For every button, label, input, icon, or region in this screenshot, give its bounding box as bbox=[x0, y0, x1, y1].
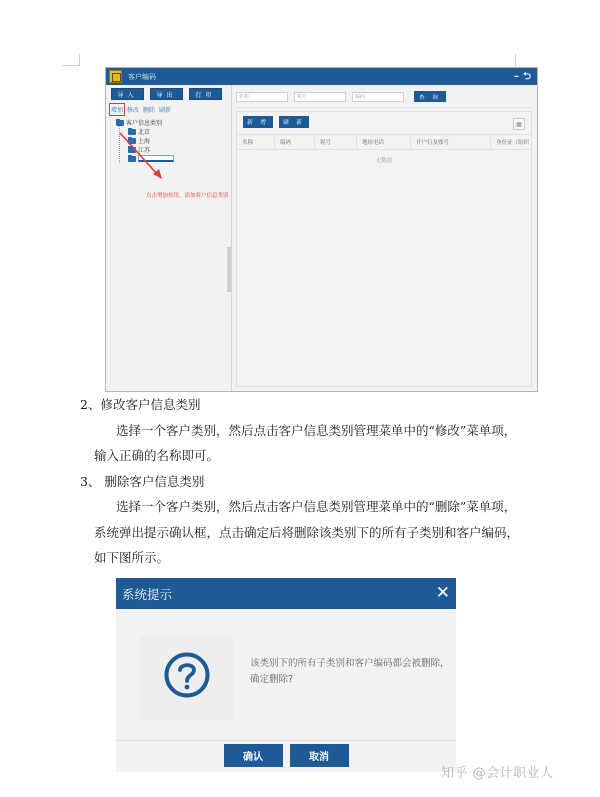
delete-category-link[interactable]: 删除 bbox=[143, 107, 156, 114]
tree-node-label: 北京 bbox=[138, 129, 151, 136]
tree-node-root[interactable] bbox=[116, 118, 231, 127]
refresh-category-link[interactable]: 刷新 bbox=[159, 107, 172, 114]
annotation-text: 点击增加按钮，添加客户信息类别 bbox=[146, 193, 229, 199]
panel-splitter[interactable] bbox=[227, 247, 231, 292]
search-bar bbox=[234, 85, 537, 102]
close-icon[interactable]: ✕ bbox=[435, 583, 450, 603]
column-header[interactable]: 身份证（组织 bbox=[496, 140, 530, 146]
column-header[interactable]: 地址电话 bbox=[357, 135, 411, 149]
column-settings-icon[interactable]: ▦ bbox=[513, 118, 525, 130]
tree-node-label: 上海 bbox=[138, 138, 151, 145]
column-header[interactable]: 名称 bbox=[237, 135, 275, 149]
window-titlebar bbox=[106, 68, 537, 85]
confirm-button[interactable]: 确认 bbox=[224, 744, 283, 767]
dialog-body bbox=[116, 609, 456, 741]
customer-code-window bbox=[105, 67, 538, 392]
export-button[interactable]: 导出 bbox=[150, 88, 183, 100]
section-2-body: 选择一个客户类别，然后点击客户信息类别管理菜单中的“修改”菜单项， bbox=[116, 423, 517, 438]
section-3-body: 系统弹出提示确认框，点击确定后将删除该类别下的所有子类别和客户编码， bbox=[94, 525, 520, 540]
tree-node-label: 江苏 bbox=[138, 147, 151, 154]
system-prompt-dialog bbox=[116, 578, 456, 772]
question-icon bbox=[163, 651, 211, 699]
import-button[interactable]: 导入 bbox=[111, 88, 144, 100]
name-search-input[interactable]: 名称 bbox=[236, 92, 288, 102]
column-header[interactable]: 税号 bbox=[315, 135, 357, 149]
dialog-title: 系统提示 bbox=[122, 586, 173, 602]
dialog-message: 该类别下的所有子类别和客户编码都会被删除，确定删除? bbox=[250, 658, 450, 685]
customer-list-panel bbox=[234, 85, 537, 391]
section-2-body: 输入正确的名称即可。 bbox=[94, 448, 220, 463]
customer-grid bbox=[236, 111, 532, 387]
code-search-input[interactable]: 编码 bbox=[352, 92, 404, 102]
column-header[interactable]: 开户行及账号 bbox=[411, 135, 491, 149]
empty-state: 无数据 bbox=[375, 158, 393, 164]
app-logo-icon bbox=[109, 70, 122, 83]
grid-header bbox=[237, 134, 531, 150]
toolbar bbox=[106, 85, 231, 100]
folder-icon bbox=[116, 120, 124, 126]
cancel-button[interactable]: 取消 bbox=[290, 744, 349, 767]
section-3-title: 3、 删除客户信息类别 bbox=[80, 474, 205, 489]
column-header[interactable]: 编码 bbox=[275, 135, 315, 149]
section-3-body: 如下图所示。 bbox=[94, 550, 170, 565]
dialog-footer bbox=[116, 741, 456, 767]
refresh-grid-button[interactable]: 刷 新 bbox=[279, 116, 309, 128]
page-margin-corner bbox=[62, 54, 80, 66]
category-panel bbox=[106, 85, 232, 391]
print-button[interactable]: 打印 bbox=[189, 88, 222, 100]
category-menu bbox=[106, 100, 231, 114]
tree-node-label: 客户信息类别 bbox=[126, 120, 163, 127]
grid-toolbar bbox=[237, 112, 531, 132]
add-category-link[interactable]: 增加 bbox=[111, 107, 124, 114]
edit-category-link[interactable]: 修改 bbox=[127, 107, 140, 114]
restore-icon[interactable]: ⮌ bbox=[522, 70, 531, 82]
minimize-icon[interactable]: – bbox=[513, 70, 519, 82]
icon-area bbox=[140, 636, 234, 720]
query-button[interactable]: 查 询 bbox=[414, 91, 446, 102]
section-2-title: 2、修改客户信息类别 bbox=[80, 397, 201, 412]
dialog-header bbox=[116, 578, 456, 609]
annotation-arrow-icon bbox=[116, 131, 176, 191]
add-customer-button[interactable]: 新 增 bbox=[243, 116, 273, 128]
page-margin-corner bbox=[515, 54, 516, 66]
divider bbox=[234, 107, 533, 108]
taxid-search-input[interactable]: 税号 bbox=[294, 92, 346, 102]
watermark: 知乎 @会计职业人 bbox=[441, 766, 554, 781]
section-3-body: 选择一个客户类别，然后点击客户信息类别管理菜单中的“删除”菜单项， bbox=[116, 499, 517, 514]
window-title: 客户编码 bbox=[128, 72, 156, 81]
